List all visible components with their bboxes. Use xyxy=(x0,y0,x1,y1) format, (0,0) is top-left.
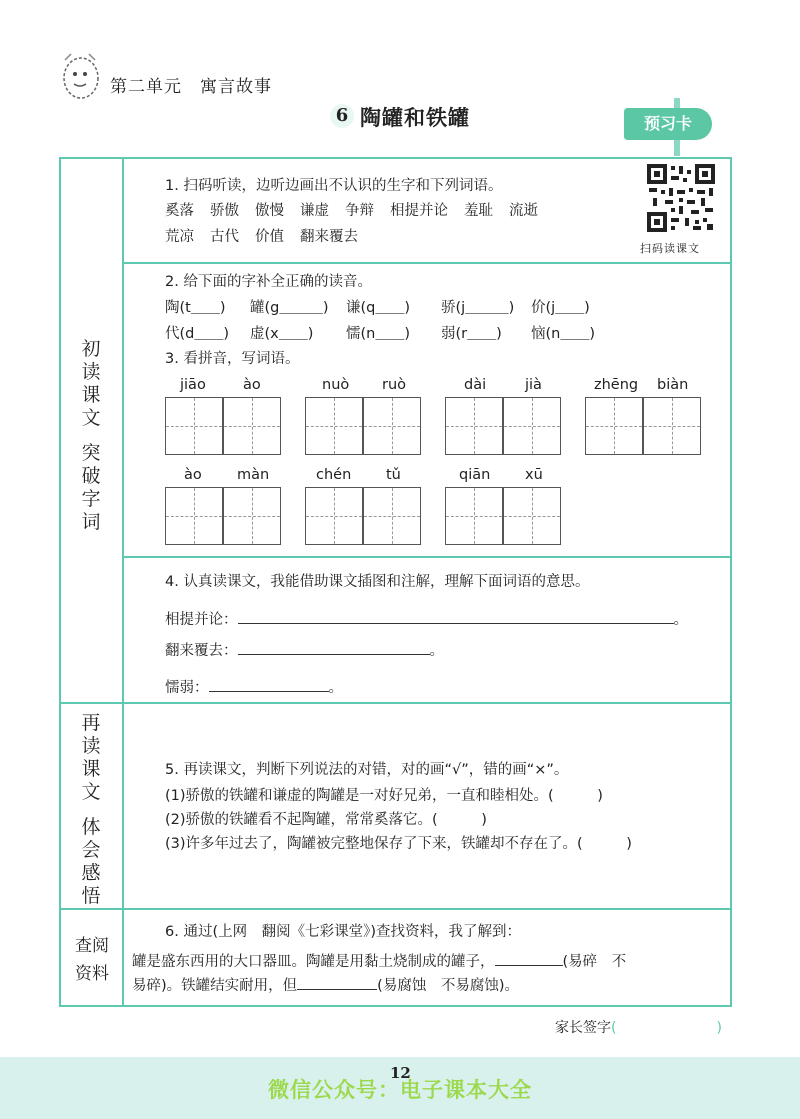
parent-sign-label: 家长签字 xyxy=(555,1020,611,1036)
q2-prompt: 2. 给下面的字补全正确的读音。 xyxy=(165,274,372,290)
answer-line[interactable] xyxy=(209,677,329,692)
qr-caption: 扫码读课文 xyxy=(640,242,700,255)
pinyin-label: zhēng xyxy=(594,377,639,393)
q4-prompt: 4. 认真读课文，我能借助课文插图和注解，理解下面词语的意思。 xyxy=(165,574,590,590)
q4-item: 相提并论： 。 xyxy=(165,609,688,630)
pinyin-label: nuò xyxy=(322,377,350,393)
q1-prompt: 1. 扫码听读，边听边画出不认识的生字和下列词语。 xyxy=(165,178,503,194)
unit-title: 第二单元 寓言故事 xyxy=(110,77,272,97)
answer-line[interactable] xyxy=(297,975,377,990)
section-label-reread: 再 读 课 文 体 会 感 悟 xyxy=(81,712,101,907)
q2-item: 代(d＿＿) xyxy=(165,326,230,342)
q5-prompt: 5. 再读课文，判断下列说法的对错，对的画“√”，错的画“×”。 xyxy=(165,762,569,778)
pinyin-label: ào xyxy=(184,467,202,483)
answer-line[interactable] xyxy=(495,951,563,966)
pinyin-label: tǔ xyxy=(386,467,401,483)
pinyin-label: chén xyxy=(316,467,352,483)
pinyin-label: jià xyxy=(525,377,542,393)
q6-prompt: 6. 通过(上网 翻阅《七彩课堂》)查找资料，我了解到： xyxy=(165,924,522,940)
pinyin-label: dài xyxy=(464,377,487,393)
divider-section2 xyxy=(59,908,732,910)
q2-item: 陶(t＿＿) xyxy=(165,300,226,316)
q5-item: (3)许多年过去了，陶罐被完整地保存了下来，铁罐却不存在了。( ) xyxy=(165,836,632,852)
writing-box[interactable] xyxy=(503,487,561,545)
q1-words-row2: 荒凉 古代 价值 翻来覆去 xyxy=(165,229,358,245)
q6-line1: 罐是盛东西用的大口器皿。陶罐是用黏土烧制成的罐子， (易碎 不 xyxy=(132,951,626,972)
section-label-lookup: 查阅 资料 xyxy=(75,936,109,984)
q2-item: 恼(n＿＿) xyxy=(531,326,596,342)
writing-box[interactable] xyxy=(165,397,223,455)
pinyin-label: ruò xyxy=(382,377,407,393)
divider-q3 xyxy=(122,556,732,558)
writing-box[interactable] xyxy=(305,397,363,455)
writing-box[interactable] xyxy=(305,487,363,545)
q2-item: 罐(g＿＿＿) xyxy=(250,300,329,316)
pinyin-label: ào xyxy=(243,377,261,393)
q3-prompt: 3. 看拼音，写词语。 xyxy=(165,351,300,367)
lesson-number: 6 xyxy=(330,104,354,128)
q4-item: 懦弱： 。 xyxy=(165,677,343,698)
writing-box[interactable] xyxy=(223,487,281,545)
lesson-title: 陶罐和铁罐 xyxy=(360,105,470,130)
parent-signature[interactable]: 家长签字( ) xyxy=(555,1020,722,1036)
writing-box[interactable] xyxy=(223,397,281,455)
answer-line[interactable] xyxy=(238,609,674,624)
label-column-divider xyxy=(122,157,124,1007)
writing-box[interactable] xyxy=(445,487,503,545)
writing-box[interactable] xyxy=(643,397,701,455)
pinyin-label: màn xyxy=(237,467,270,483)
q1-words-row1: 奚落 骄傲 傲慢 谦虚 争辩 相提并论 羞耻 流逝 xyxy=(165,203,538,219)
q5-item: (2)骄傲的铁罐看不起陶罐，常常奚落它。( ) xyxy=(165,812,487,828)
pinyin-label: xū xyxy=(525,467,543,483)
preview-card-tag: 预习卡 xyxy=(624,108,712,140)
pinyin-label: jiāo xyxy=(180,377,206,393)
q2-item: 懦(n＿＿) xyxy=(346,326,411,342)
writing-box[interactable] xyxy=(363,487,421,545)
wechat-watermark: 微信公众号：电子课本大全 xyxy=(268,1078,532,1102)
q4-item: 翻来覆去： 。 xyxy=(165,640,444,661)
section-label-first-read: 初 读 课 文 突 破 字 词 xyxy=(81,338,101,533)
q6-line2: 易碎)。铁罐结实耐用，但 (易腐蚀 不易腐蚀)。 xyxy=(132,975,519,996)
writing-box[interactable] xyxy=(363,397,421,455)
mascot-illustration xyxy=(55,52,105,106)
q2-item: 骄(j＿＿＿) xyxy=(441,300,515,316)
divider-q1 xyxy=(122,262,732,264)
q5-item: (1)骄傲的铁罐和谦虚的陶罐是一对好兄弟，一直和睦相处。( ) xyxy=(165,788,603,804)
qr-code-icon[interactable] xyxy=(645,162,717,234)
writing-box[interactable] xyxy=(165,487,223,545)
pinyin-label: biàn xyxy=(657,377,689,393)
q2-item: 弱(r＿＿) xyxy=(441,326,502,342)
divider-section1 xyxy=(59,702,732,704)
q2-item: 谦(q＿＿) xyxy=(346,300,411,316)
writing-box[interactable] xyxy=(503,397,561,455)
pinyin-label: qiān xyxy=(459,467,491,483)
page-number: 12 xyxy=(390,1064,411,1082)
q2-item: 价(j＿＿) xyxy=(531,300,590,316)
writing-box[interactable] xyxy=(445,397,503,455)
q2-item: 虚(x＿＿) xyxy=(250,326,314,342)
writing-box[interactable] xyxy=(585,397,643,455)
answer-line[interactable] xyxy=(238,640,430,655)
